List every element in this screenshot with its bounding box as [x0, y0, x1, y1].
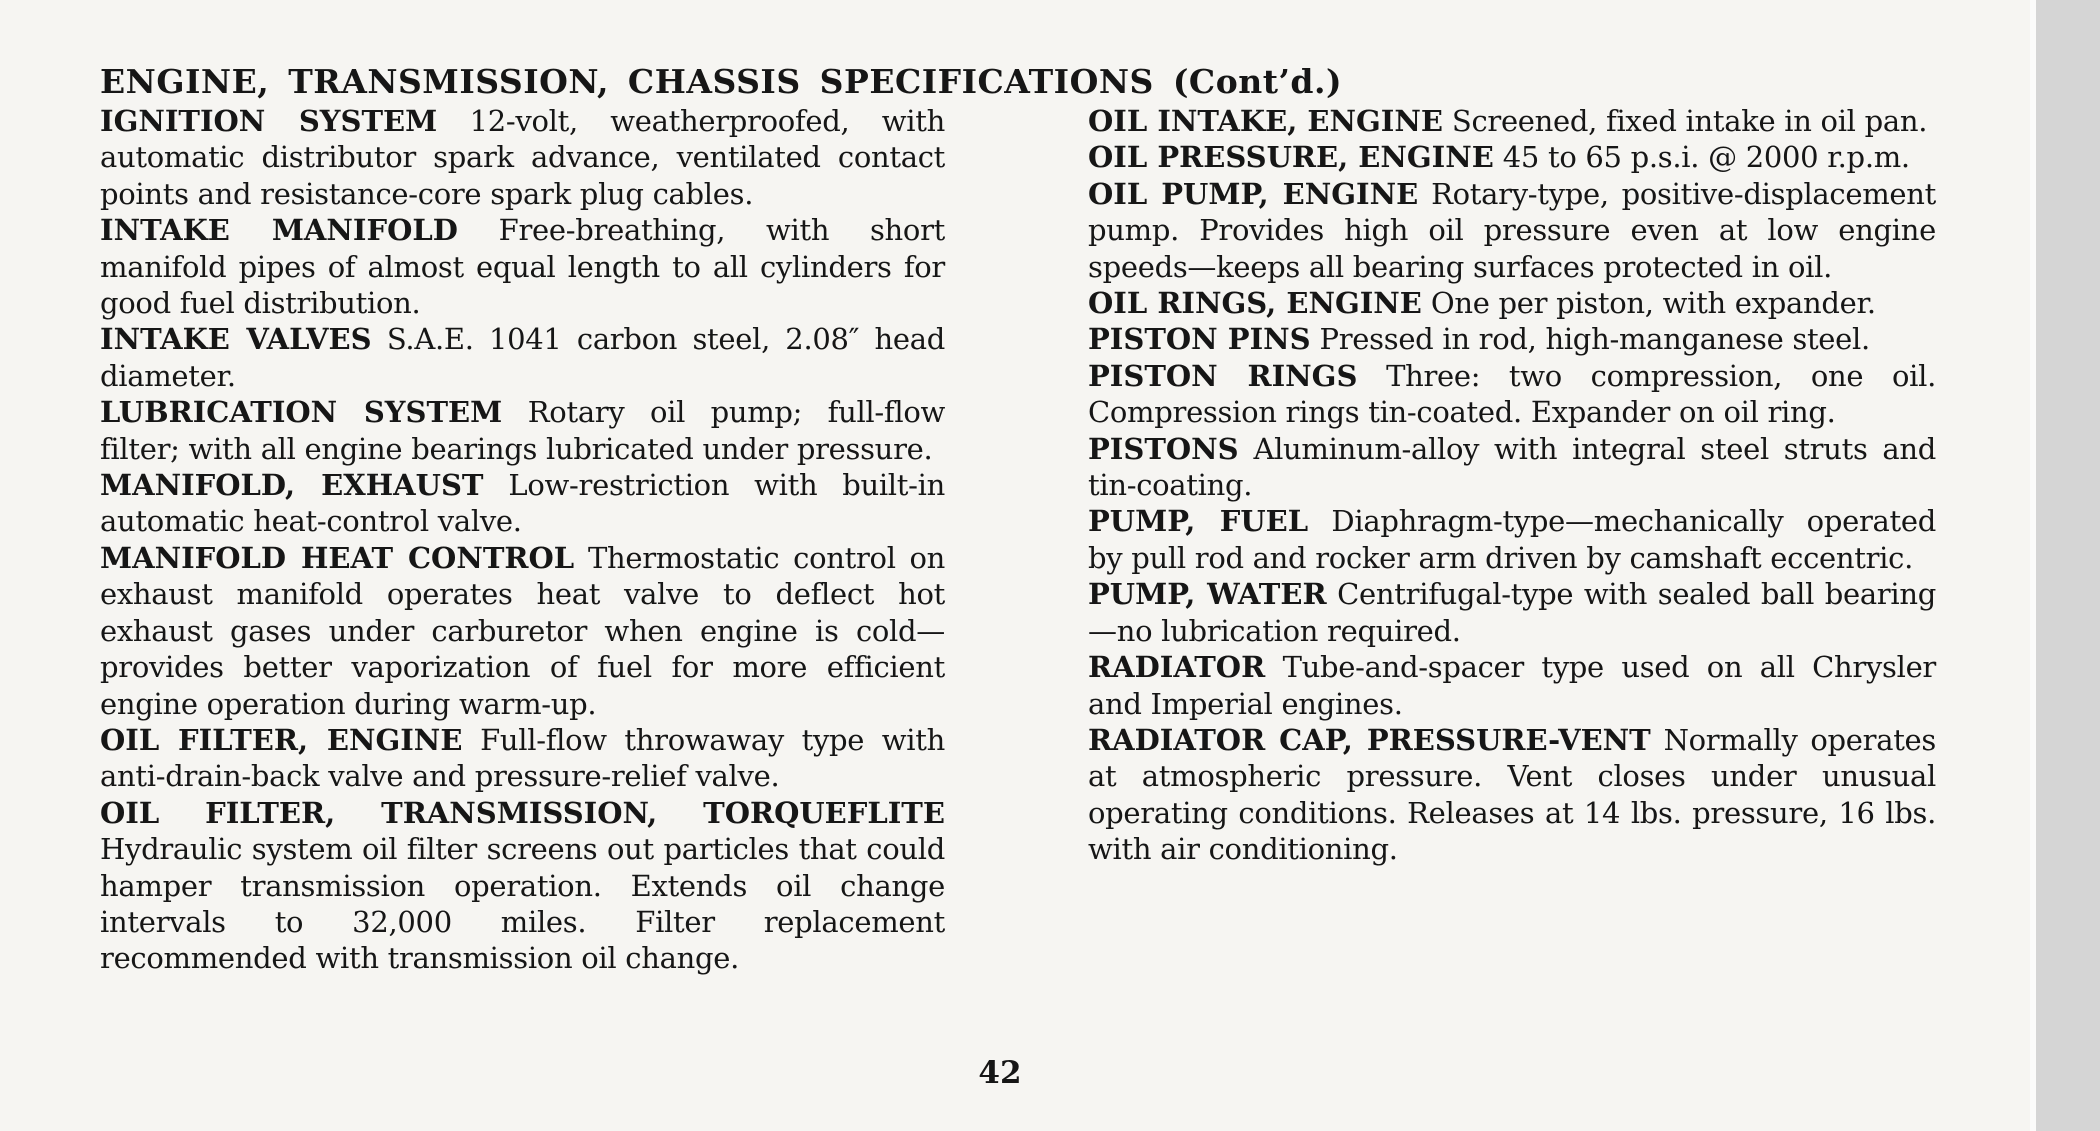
spec-desc: Normally operates at atmospheric pressure. Vent closes under unusual operating conditions. Releases at 14 lbs. pressure, 16 lbs. with air conditioning. — [1088, 722, 1937, 867]
spec-entry — [100, 467, 945, 540]
page-title: ENGINE, TRANSMISSION, CHASSIS SPECIFICATIONS (Cont’d.) — [100, 62, 1343, 102]
spec-desc: Diaphragm-type—mechanically operated by pull rod and rocker arm driven by camshaft eccentric. — [1088, 504, 1936, 575]
spec-term: OIL PRESSURE, ENGINE — [1088, 140, 1494, 175]
spec-desc: S.A.E. 1041 carbon steel, 2.08″ head diameter. — [100, 322, 945, 393]
spec-term: RADIATOR CAP, PRESSURE-VENT — [1088, 722, 1651, 757]
spec-term: PUMP, WATER — [1088, 577, 1327, 612]
spec-desc: Pressed in rod, high-manganese steel. — [1319, 322, 1870, 357]
spec-term: PISTONS — [1088, 431, 1239, 466]
spec-desc: Hydraulic system oil filter screens out particles that could hamper transmission operation. Extends oil change intervals to 32,000 miles. Filter replacement recommended with transmission oil change. — [100, 832, 945, 976]
spec-term: RADIATOR — [1088, 650, 1266, 685]
spec-entry — [100, 212, 945, 321]
spec-entry — [1088, 503, 1936, 576]
spec-entry — [1088, 321, 1936, 357]
spec-term: PUMP, FUEL — [1088, 504, 1309, 539]
spec-term: LUBRICATION SYSTEM — [100, 395, 503, 430]
spec-term: PISTON PINS — [1088, 322, 1311, 357]
spec-term: INTAKE VALVES — [100, 322, 372, 357]
spec-desc: Free-breathing, with short manifold pipes of almost equal length to all cylinders for good fuel distribution. — [100, 213, 945, 321]
spec-desc: Low-restriction with built-in automatic heat-control valve. — [100, 468, 945, 539]
spec-term: MANIFOLD HEAT CONTROL — [100, 540, 575, 575]
spec-entry — [1088, 431, 1936, 504]
spec-entry — [100, 722, 945, 795]
scan-edge-strip — [2030, 0, 2100, 1131]
spec-term: OIL INTAKE, ENGINE — [1088, 104, 1443, 138]
spec-desc: Screened, fixed intake in oil pan. — [1451, 104, 1928, 138]
spec-desc: Centrifugal-type with sealed ball bearing—no lubrication required. — [1088, 577, 1936, 648]
spec-term: INTAKE MANIFOLD — [100, 213, 458, 248]
spec-column-right — [1088, 103, 1936, 868]
spec-entry — [1088, 285, 1936, 321]
spec-entry — [1088, 576, 1936, 649]
spec-term: OIL FILTER, ENGINE — [100, 722, 463, 757]
spec-desc: Rotary-type, positive-displacement pump. Provides high oil pressure even at low engine speeds—keeps all bearing surfaces protected in oil. — [1088, 176, 1937, 284]
spec-entry — [1088, 139, 1936, 175]
page-number: 42 — [978, 1055, 1022, 1091]
spec-entry — [100, 394, 945, 467]
spec-desc: Full-flow throwaway type with anti-drain-back valve and pressure-relief valve. — [100, 722, 946, 794]
spec-desc: Tube-and-spacer type used on all Chrysler and Imperial engines. — [1088, 650, 1936, 721]
spec-desc: 12-volt, weatherproofed, with automatic distributor spark advance, ventilated contact points and resistance-core spark plug cables. — [100, 104, 946, 211]
spec-column-left — [100, 103, 945, 977]
spec-desc: 45 to 65 p.s.i. @ 2000 r.p.m. — [1502, 140, 1910, 175]
spec-desc: Thermostatic control on exhaust manifold operates heat valve to deflect hot exhaust gases under carburetor when engine is cold—provides better vaporization of fuel for more efficient engine operation during warm-up. — [100, 540, 945, 721]
spec-desc: Rotary oil pump; full-flow filter; with all engine bearings lubricated under pressure. — [100, 395, 946, 466]
spec-entry — [100, 103, 945, 212]
spec-term: IGNITION SYSTEM — [100, 104, 438, 138]
spec-entry — [1088, 358, 1936, 431]
spec-term: OIL FILTER, TRANSMISSION, TORQUEFLITE — [100, 795, 945, 830]
spec-desc: Aluminum-alloy with integral steel struts and tin-coating. — [1088, 431, 1937, 503]
spec-term: OIL PUMP, ENGINE — [1088, 176, 1419, 211]
spec-entry — [100, 321, 945, 394]
spec-desc: Three: two compression, one oil. Compression rings tin-coated. Expander on oil ring. — [1088, 358, 1936, 430]
spec-entry — [1088, 176, 1936, 285]
spec-entry — [100, 540, 945, 722]
spec-entry — [1088, 103, 1936, 139]
spec-entry — [1088, 649, 1936, 722]
spec-entry — [100, 795, 945, 977]
spec-term: MANIFOLD, EXHAUST — [100, 468, 484, 503]
spec-term: PISTON RINGS — [1088, 358, 1358, 393]
spec-desc: One per piston, with expander. — [1430, 286, 1876, 321]
spec-entry — [1088, 722, 1936, 868]
spec-term: OIL RINGS, ENGINE — [1088, 286, 1422, 321]
